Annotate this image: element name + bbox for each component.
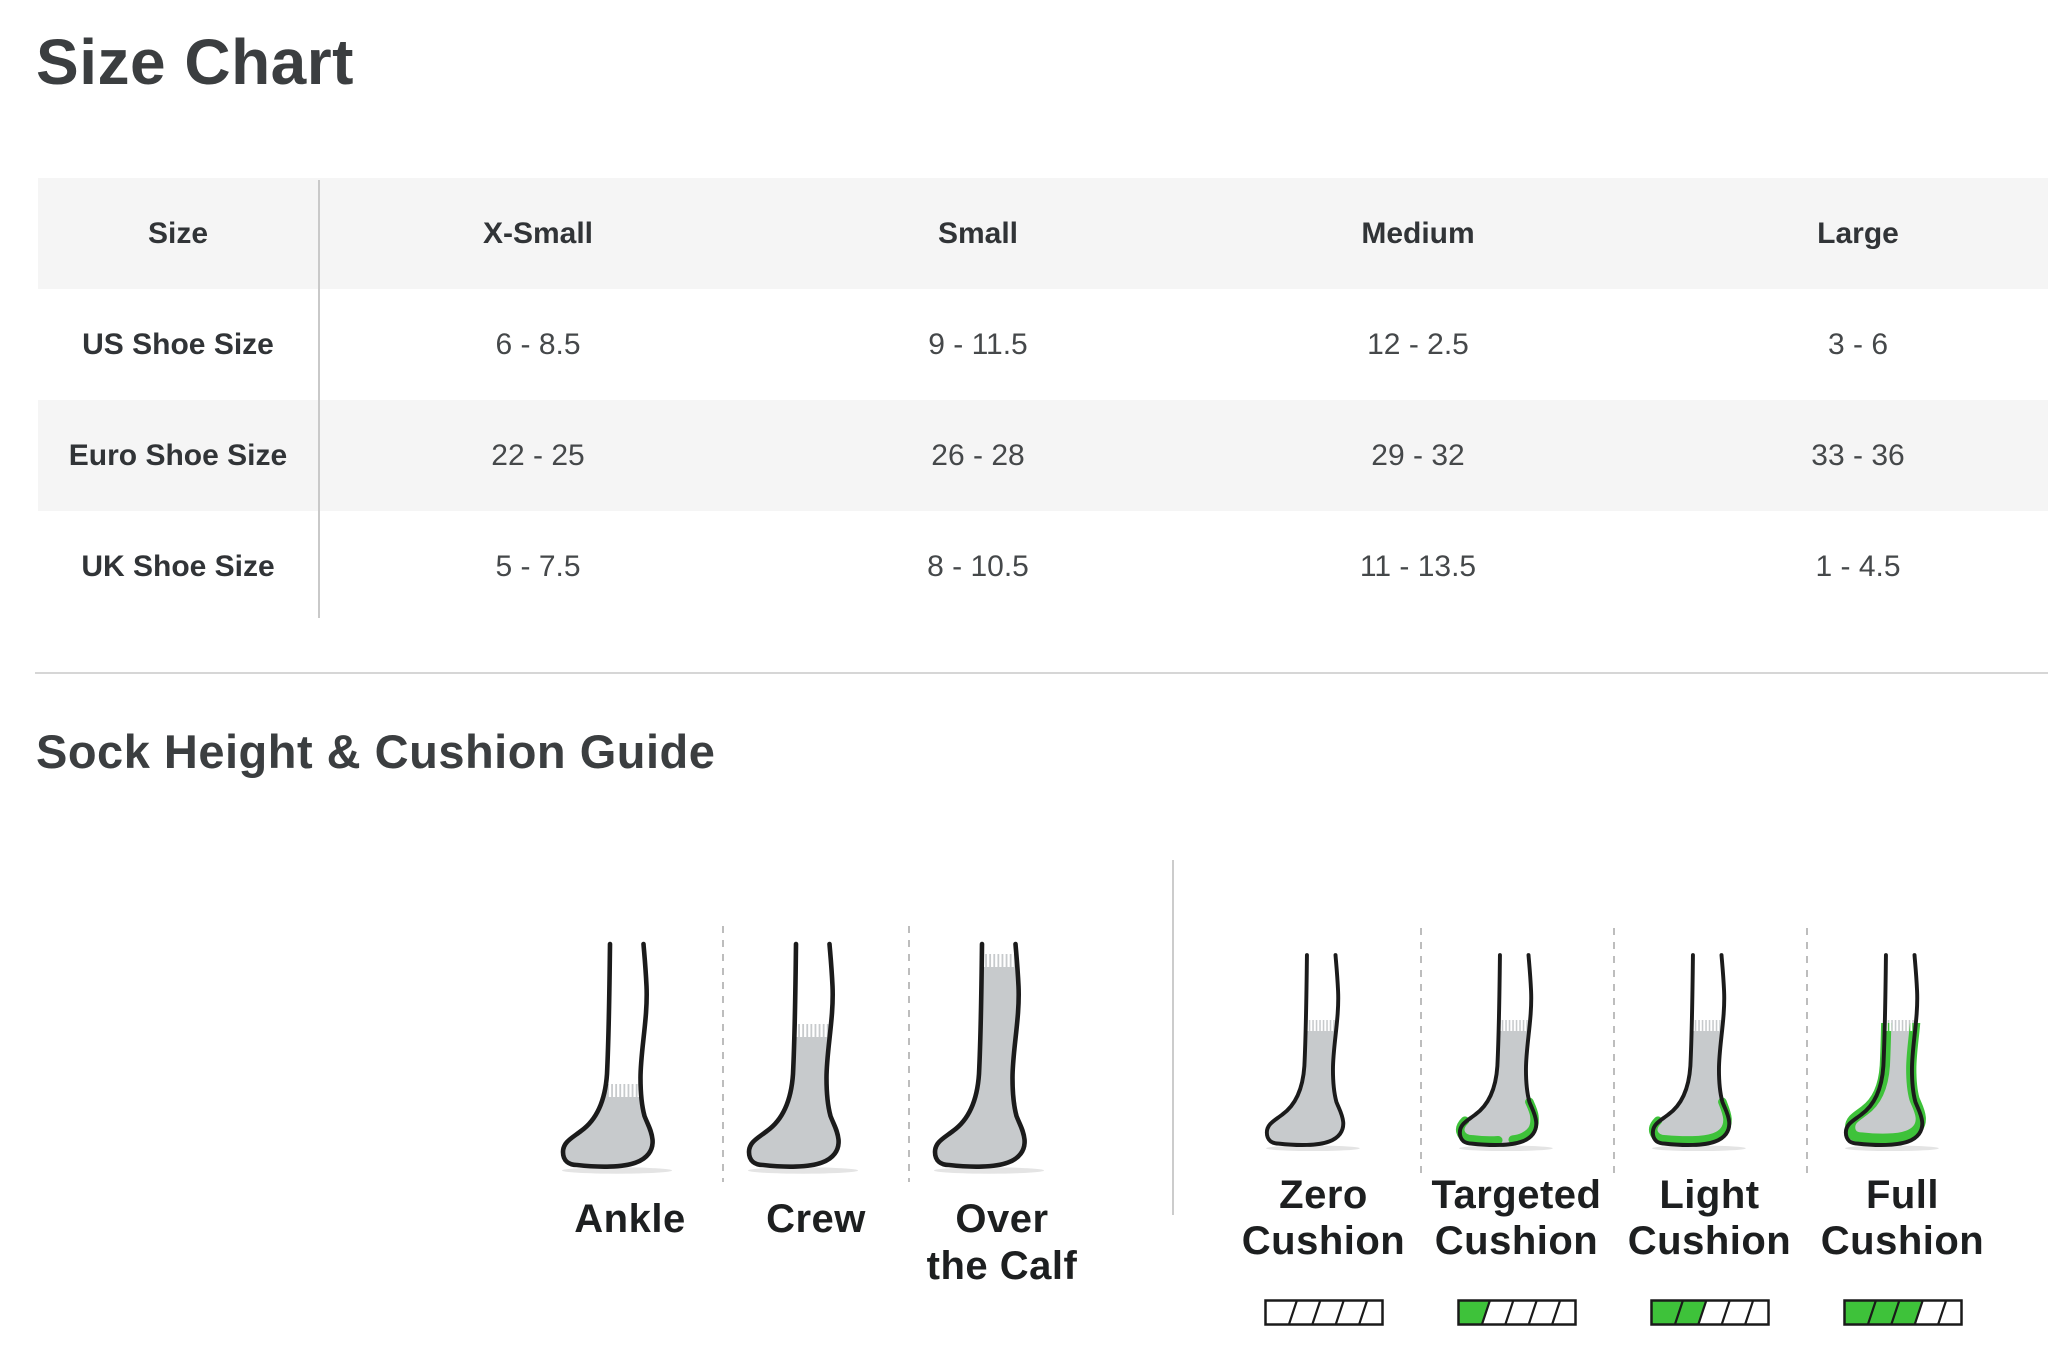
ankle-sock-icon [555, 938, 705, 1176]
cushion-level-meter [1457, 1299, 1577, 1326]
column-header: Medium [1361, 216, 1475, 250]
table-cell: 22 - 25 [491, 438, 585, 472]
cushion-item [1613, 950, 1806, 1326]
light-cushion-sock-icon [1646, 950, 1774, 1153]
cushion-level-meter [1843, 1299, 1963, 1326]
over-the-calf-sock-icon [927, 938, 1077, 1176]
sock-label: Over the Calf [926, 1197, 1078, 1288]
section-divider [35, 672, 2048, 674]
table-cell: 11 - 13.5 [1359, 549, 1477, 583]
table-cell: 1 - 4.5 [1815, 549, 1901, 583]
column-header: Small [937, 216, 1019, 250]
row-label: Euro Shoe Size [68, 438, 288, 472]
table-cell: 29 - 32 [1371, 438, 1465, 472]
table-cell: 5 - 7.5 [495, 549, 581, 583]
guide-section-title: Sock Height & Cushion Guide [36, 725, 716, 778]
crew-sock-icon [741, 938, 891, 1176]
row-label: US Shoe Size [82, 327, 274, 361]
targeted-cushion-sock-icon [1453, 950, 1581, 1153]
page-title: Size Chart [36, 26, 354, 98]
cushion-item-divider [1613, 928, 1615, 1180]
table-cell: 6 - 8.5 [495, 327, 581, 361]
cushion-item [1806, 950, 1999, 1326]
table-cell: 12 - 2.5 [1367, 327, 1469, 361]
table-cell: 9 - 11.5 [928, 327, 1028, 361]
table-row [38, 400, 2048, 511]
table-header-row [38, 178, 2048, 289]
sock-height-item [537, 938, 723, 1290]
height-item-divider [722, 926, 724, 1182]
sock-label: Crew [766, 1197, 866, 1241]
cushion-level-meter [1650, 1299, 1770, 1326]
full-cushion-sock-icon [1839, 950, 1967, 1153]
table-row [38, 289, 2048, 400]
cushion-item-divider [1806, 928, 1808, 1180]
sock-label: Targeted Cushion [1431, 1173, 1602, 1263]
column-header: Large [1817, 216, 1899, 250]
table-row [38, 511, 2048, 622]
sock-height-item [723, 938, 909, 1290]
sock-height-item [909, 938, 1095, 1290]
sock-label: Light Cushion [1627, 1173, 1792, 1263]
table-column-divider [318, 180, 320, 618]
size-chart-table [38, 178, 2048, 622]
row-label: UK Shoe Size [81, 549, 275, 583]
guide-group-divider [1172, 860, 1174, 1215]
sock-height-group [537, 938, 1095, 1290]
table-cell: 3 - 6 [1827, 327, 1889, 361]
column-header: Size [147, 216, 209, 250]
sock-label: Ankle [574, 1197, 686, 1241]
cushion-item [1227, 950, 1420, 1326]
table-cell: 33 - 36 [1811, 438, 1905, 472]
cushion-item [1420, 950, 1613, 1326]
cushion-level-meter [1264, 1299, 1384, 1326]
sock-label: Zero Cushion [1241, 1173, 1406, 1263]
sock-label: Full Cushion [1820, 1173, 1985, 1263]
height-item-divider [908, 926, 910, 1182]
table-cell: 8 - 10.5 [927, 549, 1029, 583]
table-cell: 26 - 28 [931, 438, 1025, 472]
column-header: X-Small [482, 216, 594, 250]
zero-cushion-sock-icon [1260, 950, 1388, 1153]
cushion-item-divider [1420, 928, 1422, 1180]
